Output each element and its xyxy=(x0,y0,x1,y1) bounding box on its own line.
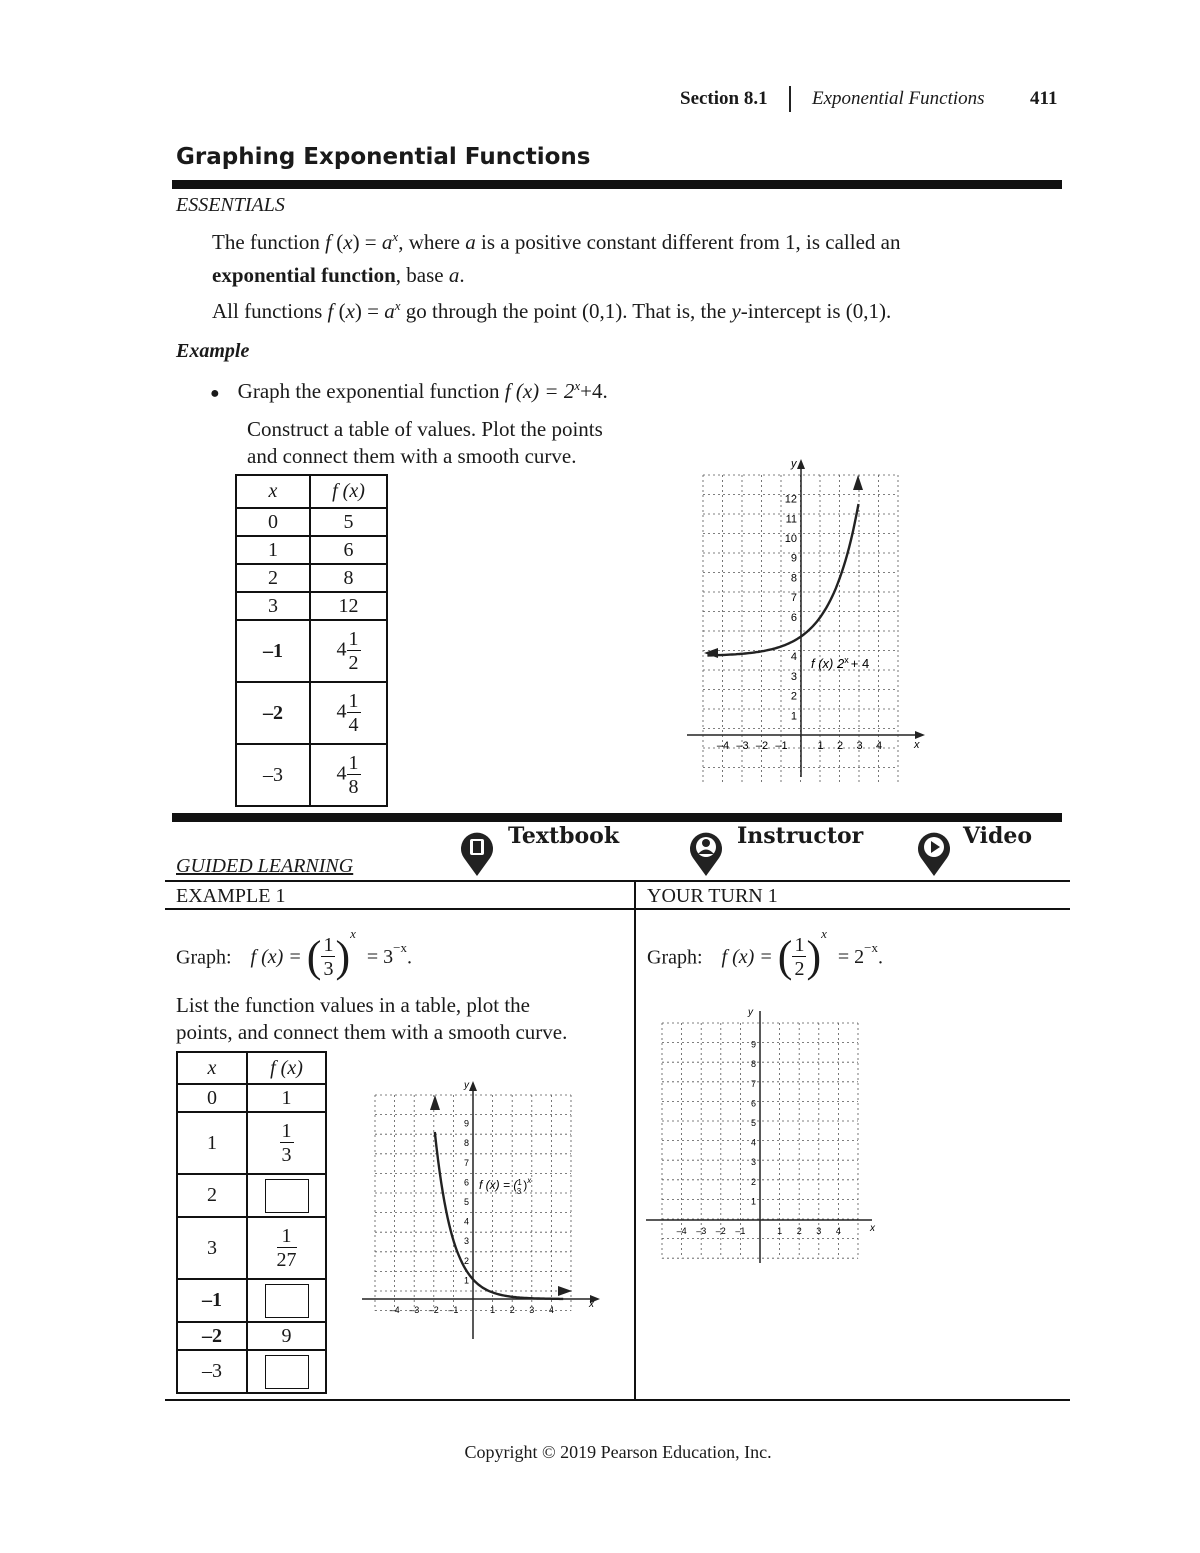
table-row: –3 xyxy=(177,1350,326,1393)
answer-box[interactable] xyxy=(265,1179,309,1213)
y-axis-label: y xyxy=(791,458,797,470)
decay-curve xyxy=(435,1132,563,1299)
essentials-line-1: The function f $(x) = a^x$, where a is a positive constant different from 1, is called an xyxy=(212,229,901,254)
term-exponential-function: exponential function xyxy=(212,263,396,287)
y-tick-label: 5 xyxy=(750,1118,756,1128)
video-link[interactable]: Video xyxy=(915,828,1032,878)
section-title: Exponential Functions xyxy=(812,88,985,109)
example-instruction-1: Construct a table of values. Plot the points xyxy=(247,417,603,441)
x-tick-label: –1 xyxy=(735,1226,746,1236)
y-tick-label: 2 xyxy=(790,690,797,703)
y-tick-label: 9 xyxy=(790,552,797,565)
y-tick-label: 3 xyxy=(790,670,797,683)
y-tick-label: 6 xyxy=(463,1177,469,1188)
x-tick-label: 3 xyxy=(856,740,863,752)
example-1-instruction-2: points, and connect them with a smooth curve. xyxy=(176,1020,568,1044)
your-turn-1-heading: YOUR TURN 1 xyxy=(647,885,778,907)
y-tick-label: 8 xyxy=(463,1138,469,1149)
textbook-icon xyxy=(458,828,496,878)
col-header-fx: f (x) xyxy=(310,475,387,508)
table-row: 3 $\frac{1}{27}$ xyxy=(177,1217,326,1279)
x-axis-label: x xyxy=(914,739,920,751)
x-tick-label: 2 xyxy=(796,1226,802,1236)
curve-label: f (x) $2^x + 4$ xyxy=(811,655,870,671)
example-graph xyxy=(685,455,930,785)
y-tick-label: 7 xyxy=(790,592,797,605)
curve-arrow-right xyxy=(558,1286,572,1296)
x-tick-label: 3 xyxy=(529,1305,535,1315)
x-tick-label: –4 xyxy=(676,1226,687,1236)
x-tick-label: –3 xyxy=(696,1226,707,1236)
guided-header-line xyxy=(165,908,1070,910)
table-row: 2 xyxy=(177,1174,326,1217)
table-row: 0 1 xyxy=(177,1084,326,1112)
y-tick-label: 7 xyxy=(463,1157,469,1168)
table-row: 1 $\frac{1}{3}$ xyxy=(177,1112,326,1174)
table-row: 1 6 xyxy=(236,536,387,564)
answer-box[interactable] xyxy=(265,1284,309,1318)
example-1-instruction-1: List the function values in a table, plot the xyxy=(176,993,530,1017)
y-tick-label: 4 xyxy=(750,1137,756,1148)
y-tick-label: 2 xyxy=(750,1176,756,1187)
x-tick-label: 1 xyxy=(817,740,824,752)
x-tick-label: –1 xyxy=(448,1305,459,1315)
table-row: –2 4 $\frac{1}{4}$ xyxy=(236,682,387,744)
x-tick-label: –4 xyxy=(716,740,730,752)
x-axis-label: x xyxy=(589,1299,594,1310)
y-tick-label: 6 xyxy=(790,611,797,624)
y-axis-label: y xyxy=(464,1080,469,1091)
instructor-icon xyxy=(687,828,725,878)
x-tick-label: –2 xyxy=(715,1226,726,1236)
x-tick-label: 1 xyxy=(777,1226,783,1236)
x-tick-label: 2 xyxy=(509,1305,515,1315)
y-tick-label: 4 xyxy=(790,651,797,664)
table-row: 2 8 xyxy=(236,564,387,592)
table-row: 3 12 xyxy=(236,592,387,620)
instructor-link[interactable]: Instructor xyxy=(687,828,863,878)
example-bullet: ● Graph the exponential function f $(x) = 2^x+4$. xyxy=(210,378,608,403)
y-tick-label: 1 xyxy=(790,710,797,723)
y-tick-label: 10 xyxy=(784,533,797,545)
table-row: –3 4 $\frac{1}{8}$ xyxy=(236,744,387,806)
example-instruction-2: and connect them with a smooth curve. xyxy=(247,444,577,468)
col-header-fx: f (x) xyxy=(247,1052,326,1084)
col-header-x: x xyxy=(236,475,310,508)
example-1-value-table xyxy=(176,1051,327,1394)
guided-bottom-line xyxy=(165,1399,1070,1401)
guided-column-divider xyxy=(634,880,636,1400)
y-tick-label: 4 xyxy=(463,1216,469,1227)
header-divider xyxy=(789,86,791,112)
curve-arrow-up xyxy=(430,1095,440,1110)
page-number: 411 xyxy=(1030,88,1058,109)
example-1-equation: Graph: f (x) = ( $\frac{1}{3}$ )$^x = 3^{-x}$. xyxy=(176,926,413,981)
answer-box[interactable] xyxy=(265,1355,309,1389)
y-tick-label: 8 xyxy=(790,572,797,585)
example-1-heading: EXAMPLE 1 xyxy=(176,885,286,907)
y-tick-label: 1 xyxy=(750,1196,756,1207)
x-tick-label: –4 xyxy=(389,1305,400,1315)
example-1-graph xyxy=(360,1077,605,1345)
table-row: –2 9 xyxy=(177,1322,326,1350)
y-tick-label: 9 xyxy=(463,1118,469,1129)
y-tick-label: 2 xyxy=(463,1255,469,1266)
x-tick-label: 1 xyxy=(490,1305,496,1315)
title-rule xyxy=(172,180,1062,189)
section-label: Section 8.1 xyxy=(680,88,768,109)
example-label: Example xyxy=(176,340,250,362)
video-play-icon xyxy=(915,828,953,878)
guided-learning-label: GUIDED LEARNING xyxy=(176,855,354,877)
x-tick-label: 4 xyxy=(835,1226,841,1236)
x-tick-label: 4 xyxy=(875,740,883,752)
essentials-line-2: exponential function, base a. xyxy=(212,263,465,287)
y-tick-label: 11 xyxy=(785,513,797,526)
col-header-x: x xyxy=(177,1052,247,1084)
table-row: –1 xyxy=(177,1279,326,1322)
y-axis-arrow xyxy=(469,1081,477,1091)
x-axis-arrow xyxy=(915,731,925,739)
y-tick-label: 8 xyxy=(750,1059,756,1070)
curve-label: f (x) = ($^1$ 3 )$^x$ xyxy=(479,1176,532,1196)
y-axis-arrow xyxy=(797,459,805,469)
essentials-label: ESSENTIALS xyxy=(176,194,285,216)
exponential-curve xyxy=(707,504,858,656)
y-tick-label: 5 xyxy=(463,1197,469,1207)
x-tick-label: –2 xyxy=(755,740,769,752)
y-tick-label: 9 xyxy=(750,1039,756,1050)
y-tick-label: 1 xyxy=(463,1275,469,1286)
copyright-footer: Copyright © 2019 Pearson Education, Inc. xyxy=(464,1442,772,1462)
x-tick-label: –3 xyxy=(409,1305,420,1315)
y-tick-label: 3 xyxy=(750,1157,756,1168)
x-tick-label: 4 xyxy=(548,1305,554,1315)
guided-rule xyxy=(172,813,1062,822)
x-tick-label: 2 xyxy=(836,740,844,752)
y-tick-label: 3 xyxy=(463,1236,469,1247)
y-tick-label: 12 xyxy=(784,493,797,506)
curve-arrow-up xyxy=(853,475,863,490)
page-title: Graphing Exponential Functions xyxy=(176,144,591,170)
table-row: –1 4 $\frac{1}{2}$ xyxy=(236,620,387,682)
x-tick-label: –3 xyxy=(736,740,749,752)
textbook-link[interactable]: Textbook xyxy=(458,828,619,878)
x-axis-label: x xyxy=(870,1223,875,1234)
table-row: 0 5 xyxy=(236,508,387,536)
y-tick-label: 7 xyxy=(750,1078,756,1089)
y-tick-label: 6 xyxy=(750,1098,756,1109)
y-axis-label: y xyxy=(748,1007,753,1018)
essentials-line-3: All functions f $(x) = a^x$ go through the point (0,1). That is, the y-intercept is (0,1). xyxy=(212,298,892,323)
example-value-table xyxy=(235,474,388,807)
x-tick-label: –2 xyxy=(428,1305,439,1315)
your-turn-1-graph[interactable] xyxy=(644,1005,884,1267)
x-tick-label: 3 xyxy=(816,1226,822,1236)
your-turn-1-equation: Graph: f (x) = ( $\frac{1}{2}$ )$^x = 2^{-x}$. xyxy=(647,926,884,981)
guided-top-line xyxy=(165,880,1070,882)
x-tick-label: –1 xyxy=(775,740,788,752)
